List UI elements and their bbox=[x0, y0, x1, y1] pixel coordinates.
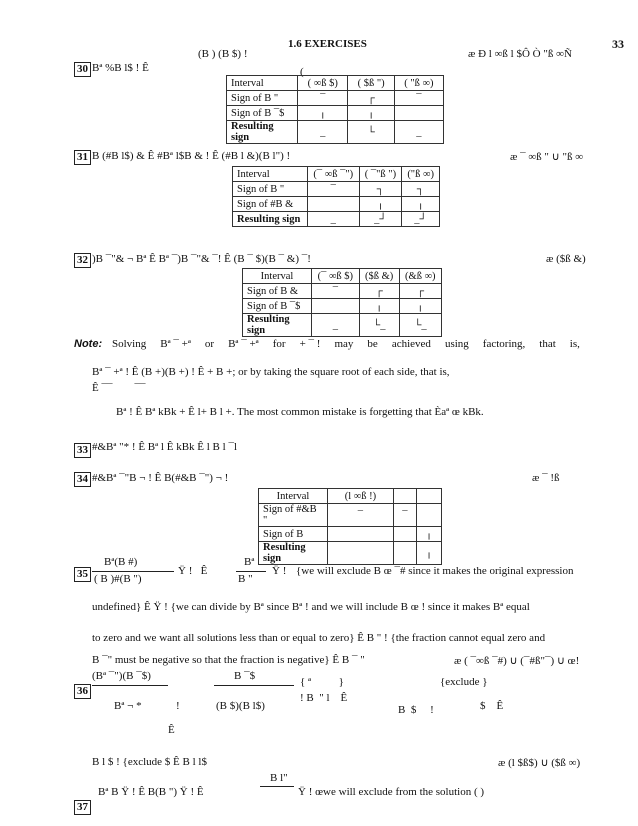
table-cell bbox=[312, 299, 360, 314]
table-cell: ( ∞ß $) bbox=[298, 76, 348, 91]
table-cell: ┌ bbox=[399, 284, 441, 299]
p35-line-1: {we will exclude B œ ¯# since it makes the original expression bbox=[296, 565, 574, 577]
p30-number: 30 bbox=[74, 62, 91, 77]
p35-line-4: B ¯" must be negative so that the fraction is negative} Ê B ¯ " bbox=[92, 654, 365, 666]
p32-sign-table bbox=[242, 268, 442, 337]
note-word: or bbox=[204, 338, 215, 350]
table-cell: Resulting sign bbox=[227, 121, 298, 144]
table-cell: _ bbox=[298, 121, 348, 144]
p32-number: 32 bbox=[74, 253, 91, 268]
note-word: for bbox=[272, 338, 286, 350]
table-cell: ("ß ∞) bbox=[402, 167, 440, 182]
p31-answer: æ ¯ ∞ß " ∪ "ß ∞ bbox=[510, 151, 584, 163]
note-word: may bbox=[334, 338, 354, 350]
note-word: that bbox=[539, 338, 556, 350]
p35-line-3: to zero and we want all solutions less than or equal to zero} Ê B " ! {the fraction cannot equal zero and bbox=[92, 632, 546, 644]
p30-top-expression: (B ) (B $) ! bbox=[198, 48, 248, 60]
table-cell: ╷ bbox=[359, 197, 402, 212]
table-cell: _┘ bbox=[402, 212, 440, 227]
p35-fraction-bar-2 bbox=[236, 571, 266, 572]
p36-implies: Ê bbox=[168, 724, 175, 736]
table-cell: ( ¯"ß ") bbox=[359, 167, 402, 182]
table-cell bbox=[328, 542, 394, 565]
p36-denominator: Bª ¬ * bbox=[114, 700, 142, 712]
page-number: 33 bbox=[612, 37, 624, 51]
p36-bottom: B l $ ! {exclude $ Ê B l l$ bbox=[92, 756, 207, 768]
p32-answer: æ ($ß &) bbox=[546, 253, 586, 265]
page-title: 1.6 EXERCISES bbox=[288, 38, 367, 50]
table-cell: └_ bbox=[359, 314, 399, 337]
p31-sign-table bbox=[232, 166, 440, 227]
table-cell: └ bbox=[348, 121, 394, 144]
table-cell: ¯ bbox=[393, 504, 416, 527]
note-word: be bbox=[367, 338, 378, 350]
p36-exclude: {exclude } bbox=[440, 676, 488, 688]
p35-relation-2: Ÿ ! bbox=[272, 565, 287, 577]
note-word: factoring, bbox=[482, 338, 526, 350]
p36-mid-denominator: (B $)(B l$) bbox=[216, 700, 265, 712]
table-cell: ┌ bbox=[348, 91, 394, 106]
p30-sign-table bbox=[226, 75, 444, 144]
note-line-2b: Ê ¯¯ ¯¯ bbox=[92, 382, 146, 394]
p35-number: 35 bbox=[74, 567, 91, 582]
note-word: + ¯ ! bbox=[299, 338, 321, 350]
table-cell: Sign of B " bbox=[227, 91, 298, 106]
p35-answer: æ ( ¯∞ß ¯#) ∪ (¯#ß"¯) ∪ œ! bbox=[454, 655, 580, 667]
p30-paren: ( bbox=[300, 66, 304, 78]
table-cell: ( $ß ") bbox=[348, 76, 394, 91]
table-cell: Sign of #B & bbox=[233, 197, 308, 212]
p36-mid-numerator: B ¯$ bbox=[234, 670, 256, 682]
table-cell: ╷ bbox=[402, 197, 440, 212]
p35-line-2: undefined} Ê Ÿ ! {we can divide by Bª since Bª ! and we will include B œ ! since it makes Bª equal bbox=[92, 601, 530, 613]
p35-denominator: ( B )#(B ") bbox=[94, 573, 142, 585]
note-line-1 bbox=[112, 338, 580, 350]
table-cell: _ bbox=[312, 314, 360, 337]
p34-sign-table bbox=[258, 488, 442, 565]
note-label: Note: bbox=[74, 338, 103, 350]
table-cell: ┐ bbox=[402, 182, 440, 197]
table-cell bbox=[394, 106, 443, 121]
p36-bottom-answer: æ (l $ß$) ∪ ($ß ∞) bbox=[498, 757, 581, 769]
table-cell bbox=[393, 542, 416, 565]
note-word: using bbox=[444, 338, 469, 350]
table-cell: (¯ ∞ß $) bbox=[312, 269, 360, 284]
table-cell: ¯ bbox=[328, 504, 394, 527]
table-cell: Sign of B ¯$ bbox=[243, 299, 312, 314]
table-cell: Resulting sign bbox=[243, 314, 312, 337]
table-cell: ╷ bbox=[417, 527, 442, 542]
table-cell: ( "ß ∞) bbox=[394, 76, 443, 91]
p36-set-2: ! B " l Ê bbox=[300, 692, 348, 704]
table-cell: ╷ bbox=[399, 299, 441, 314]
p35-numerator-2: Bª bbox=[244, 556, 255, 568]
table-cell: _ bbox=[308, 212, 360, 227]
table-cell: ┐ bbox=[359, 182, 402, 197]
table-cell: ¯ bbox=[394, 91, 443, 106]
table-cell: _┘ bbox=[359, 212, 402, 227]
table-cell: ¯ bbox=[298, 91, 348, 106]
note-word: Solving bbox=[112, 338, 147, 350]
table-cell: Sign of B & bbox=[243, 284, 312, 299]
p36-numerator: (Bª ¯")(B ¯$) bbox=[92, 670, 151, 682]
table-cell: ╷ bbox=[359, 299, 399, 314]
p36-set-3: B $ ! bbox=[398, 704, 434, 716]
table-cell: ¯ bbox=[312, 284, 360, 299]
note-word: Bª ¯ +ª bbox=[160, 338, 191, 350]
p36-relation: ! bbox=[176, 700, 180, 712]
p34-answer: æ ¯ !ß bbox=[532, 472, 560, 484]
p32-equation: )B ¯"& ¬ Bª Ê Bª ¯)B ¯"& ¯! Ê (B ¯ $)(B ¯ &) ¯! bbox=[92, 253, 311, 265]
note-word: is, bbox=[569, 338, 580, 350]
p34-number: 34 bbox=[74, 472, 91, 487]
p33-equation: #&Bª "* ! Ê Bª l Ê kBk Ê l B l ¯l bbox=[92, 441, 238, 453]
p35-relation: Ÿ ! Ê bbox=[178, 565, 208, 577]
p33-number: 33 bbox=[74, 443, 91, 458]
p36-tail: $ Ê bbox=[480, 700, 504, 712]
p37-fraction-bar bbox=[260, 786, 294, 787]
table-cell: Interval bbox=[243, 269, 312, 284]
p35-numerator: Bª(B #) bbox=[104, 556, 138, 568]
table-cell: (l ∞ß !) bbox=[328, 489, 394, 504]
p35-denominator-2: B " bbox=[238, 573, 253, 585]
p37-tail: Ÿ ! œwe will exclude from the solution ( ) bbox=[298, 786, 485, 798]
p34-equation: #&Bª ¯"B ¬ ! Ê B(#&B ¯") ¬ ! bbox=[92, 472, 229, 484]
table-cell: ╷ bbox=[417, 542, 442, 565]
table-cell bbox=[308, 197, 360, 212]
table-cell: Sign of B bbox=[259, 527, 328, 542]
note-word: achieved bbox=[391, 338, 431, 350]
p36-mid-fraction-bar bbox=[214, 685, 294, 686]
table-cell: Interval bbox=[227, 76, 298, 91]
p36-number: 36 bbox=[74, 684, 91, 699]
table-cell: Interval bbox=[233, 167, 308, 182]
table-cell: _ bbox=[394, 121, 443, 144]
table-cell: ¯ bbox=[308, 182, 360, 197]
p30-answer: æ Ð l ∞ß l $Ô Ò "ß ∞Ñ bbox=[468, 48, 572, 60]
note-line-3: Bª ! Ê Bª kBk + Ê l+ B l +. The most common mistake is forgetting that Èaª œ kBk. bbox=[116, 406, 484, 418]
note-line-2: Bª ¯ +ª ! Ê (B +)(B +) ! Ê + B +; or by taking the square root of each side, that is, bbox=[92, 366, 450, 378]
table-cell: └_ bbox=[399, 314, 441, 337]
p31-equation: B (#B l$) & Ê #Bª l$B & ! Ê (#B l &)(B l") ! bbox=[92, 150, 291, 162]
p36-fraction-bar bbox=[92, 685, 168, 686]
p30-equation: Bª %B l$ ! Ê bbox=[92, 62, 149, 74]
table-cell bbox=[328, 527, 394, 542]
p37-number: 37 bbox=[74, 800, 91, 815]
p31-number: 31 bbox=[74, 150, 91, 165]
table-cell: Sign of #&B " bbox=[259, 504, 328, 527]
table-cell: (¯ ∞ß ¯") bbox=[308, 167, 360, 182]
table-cell: Sign of B " bbox=[233, 182, 308, 197]
table-cell bbox=[417, 504, 442, 527]
table-cell: Interval bbox=[259, 489, 328, 504]
table-cell: ╷ bbox=[298, 106, 348, 121]
table-cell bbox=[393, 489, 416, 504]
table-cell bbox=[417, 489, 442, 504]
p37-equation: Bª B Ÿ ! Ê B(B ") Ÿ ! Ê bbox=[98, 786, 204, 798]
table-cell: ┌ bbox=[359, 284, 399, 299]
table-cell: Resulting sign bbox=[233, 212, 308, 227]
table-cell bbox=[393, 527, 416, 542]
table-cell: Resulting sign bbox=[259, 542, 328, 565]
p36-set: { ª } bbox=[300, 676, 344, 688]
note-word: Bª ¯ +ª bbox=[228, 338, 259, 350]
p35-fraction-bar bbox=[92, 571, 174, 572]
table-cell: (&ß ∞) bbox=[399, 269, 441, 284]
table-cell: ($ß &) bbox=[359, 269, 399, 284]
p37-top-numerator: B l" bbox=[270, 772, 288, 784]
table-cell: Sign of B ¯$ bbox=[227, 106, 298, 121]
table-cell: ╷ bbox=[348, 106, 394, 121]
